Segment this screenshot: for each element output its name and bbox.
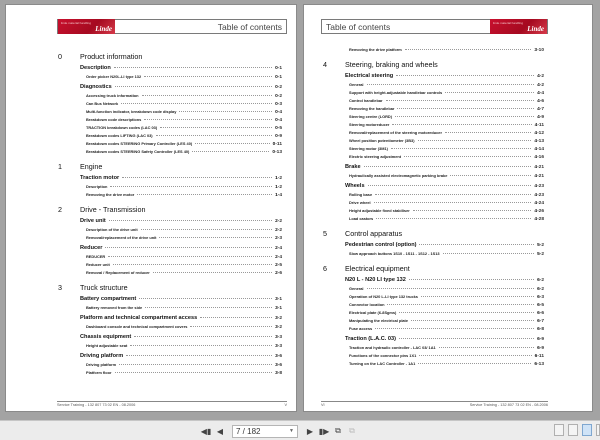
footer-right: V	[284, 403, 287, 407]
toc-subsection[interactable]: Removal / Replacement of reducer 2-6	[86, 270, 282, 276]
page-ref: 4-7	[537, 107, 544, 112]
toc-subsection[interactable]: Description of the drive unit 2-2	[86, 227, 282, 233]
page-ref: 2-2	[275, 219, 282, 224]
page-ref: 4-16	[534, 155, 544, 160]
page-ref: 6-2	[537, 278, 544, 283]
toc-section[interactable]: Wheels 4-23	[345, 183, 544, 189]
page-ref: 0-2	[275, 85, 282, 90]
toc-subsection[interactable]: Description 1-2	[86, 184, 282, 190]
toc-subsection[interactable]: Steering centre (LORD) 4-9	[349, 114, 544, 120]
toc-subsection[interactable]: Breakdown codes STEERING Safety Controller (LES 40) 0-13	[86, 149, 282, 155]
page-ref: 0-4	[275, 118, 282, 123]
page-ref: 6-13	[534, 362, 544, 367]
page-ref: 4-9	[537, 115, 544, 120]
copy-icon[interactable]: ⧉	[335, 426, 341, 435]
header-title: Table of contents	[326, 21, 391, 32]
toc-subsection[interactable]: Multi-function indicator, breakdown code display 0-4	[86, 109, 282, 115]
page-ref: 0-9	[275, 134, 282, 139]
page-ref: 6-9	[537, 346, 544, 351]
toc-subsection[interactable]: Can Bus Network 0-3	[86, 101, 282, 107]
toc-subsection[interactable]: Removing the handlebar 4-7	[349, 106, 544, 112]
toc-subsection[interactable]: REDUCER 2-4	[86, 254, 282, 260]
page-ref: 6-11	[534, 354, 544, 359]
page-ref: 2-2	[275, 228, 282, 233]
toc-subsection[interactable]: Breakdown codes LIFTING (LAC 03) 0-9	[86, 133, 282, 139]
page-ref: 0-11	[272, 142, 282, 147]
toc-section[interactable]: Pedestrian control (option) 5-2	[345, 242, 544, 248]
page-navigation	[200, 424, 358, 438]
table-of-contents	[304, 47, 592, 369]
toc-subsection[interactable]: Fuse access 6-8	[349, 326, 544, 332]
page-header	[57, 19, 287, 34]
toc-subsection[interactable]: Battery removed from the side 3-1	[86, 305, 282, 311]
toc-subsection[interactable]: Turning on the LAC Controller - 1A1 6-13	[349, 361, 544, 367]
page-ref: 3-1	[275, 306, 282, 311]
toc-section[interactable]: N20 L - N20 LI type 132 6-2	[345, 277, 544, 283]
toc-section[interactable]: Battery compartment 3-1	[80, 296, 282, 302]
page-ref: 0-3	[275, 102, 282, 107]
page-ref: 0-1	[275, 66, 282, 71]
page-ref: 3-6	[275, 363, 282, 368]
page-ref: 5-2	[537, 243, 544, 248]
linde-logo: linde material handling Linde	[490, 19, 547, 34]
page-ref: 3-2	[275, 325, 282, 330]
footer-right: Service Training - 132 807 73 02 EN - 08.2006	[469, 403, 548, 407]
page-ref: 4-21	[534, 165, 544, 170]
page-number-input[interactable]: 7 / 182 ▼	[232, 425, 298, 438]
page-ref: 6-9	[537, 337, 544, 342]
toc-subsection[interactable]: General 4-2	[349, 82, 544, 88]
toc-subsection[interactable]: Breakdown code descriptions 0-4	[86, 117, 282, 123]
toc-chapter[interactable]: 5 Control apparatus	[323, 229, 403, 238]
page-ref: 3-10	[534, 48, 544, 53]
two-page-view-icon[interactable]	[582, 424, 592, 436]
toc-chapter[interactable]: 3 Truck structure	[58, 283, 128, 292]
page-ref: 4-12	[534, 131, 544, 136]
page-ref: 5-2	[537, 252, 544, 257]
toc-subsection[interactable]: Removal/replacement of the drive unit 2-3	[86, 235, 282, 241]
toc-section[interactable]: Brake 4-21	[345, 164, 544, 170]
table-of-contents	[6, 47, 296, 378]
page-ref: 0-13	[272, 150, 282, 155]
toc-subsection[interactable]: Manipulating the electrical plate 6-7	[349, 318, 544, 324]
toc-chapter[interactable]: 4 Steering, braking and wheels	[323, 60, 438, 69]
paste-icon[interactable]: ⧉	[349, 426, 355, 435]
page-ref: 4-11	[534, 123, 544, 128]
page-ref: 3-8	[275, 371, 282, 376]
page-ref: 3-3	[275, 335, 282, 340]
two-page-continuous-view-icon[interactable]	[596, 424, 600, 436]
page-ref: 4-6	[537, 99, 544, 104]
page-ref: 1-4	[275, 193, 282, 198]
toc-section[interactable]: Chassis equipment 3-3	[80, 334, 282, 340]
page-ref: 2-6	[275, 271, 282, 276]
page-ref: 4-26	[534, 209, 544, 214]
toc-subsection[interactable]: Slow approach buttons 1S10 - 1S11 - 1S12 - 1S13 5-2	[349, 251, 544, 257]
page-ref: 3-3	[275, 344, 282, 349]
page-ref: 4-28	[534, 217, 544, 222]
page-ref: 0-2	[275, 94, 282, 99]
page-ref: 4-2	[537, 83, 544, 88]
footer-left: Service Training - 132 807 73 02 EN - 08.2006	[57, 403, 136, 407]
previous-page-icon[interactable]: ◀	[216, 426, 224, 436]
toc-subsection[interactable]: Height adjustable fixed stabiliser 4-26	[349, 208, 544, 214]
toc-subsection[interactable]: Control handlebar 4-6	[349, 98, 544, 104]
view-mode-buttons	[554, 424, 600, 436]
toc-subsection[interactable]: Accessing truck information 0-2	[86, 93, 282, 99]
toc-subsection[interactable]: TRACTION breakdown codes (LAC 03) 0-5	[86, 125, 282, 131]
page-ref: 4-24	[534, 201, 544, 206]
page-ref: 4-23	[534, 193, 544, 198]
toc-subsection[interactable]: Hydraulically assisted electromagnetic parking brake 4-21	[349, 173, 544, 179]
toc-section[interactable]: Traction motor 1-2	[80, 175, 282, 181]
page-ref: 6-6	[537, 311, 544, 316]
toc-subsection[interactable]: Order picker N20L-LI type 132 0-1	[86, 74, 282, 80]
toc-chapter[interactable]: 2 Drive - Transmission	[58, 205, 146, 214]
page-footer	[57, 401, 287, 409]
toc-section[interactable]: Description 0-1	[80, 65, 282, 71]
page-footer	[321, 401, 548, 409]
page-ref: 1-2	[275, 185, 282, 190]
toc-section[interactable]: Traction (L.A.C. 03) 6-9	[345, 336, 544, 342]
first-page-icon[interactable]: ◀▮	[200, 426, 212, 436]
page-ref: 2-4	[275, 255, 282, 260]
navigation-toolbar	[0, 420, 600, 440]
toc-subsection[interactable]: Traction and hydraulic controller - LAC 03/ 1A1 6-9	[349, 345, 544, 351]
toc-subsection[interactable]: Dashboard console and technical compartment covers 3-2	[86, 324, 282, 330]
toc-subsection[interactable]: Functions of the connector pins 1X1 6-11	[349, 353, 544, 359]
toc-section[interactable]: Platform and technical compartment access 3-2	[80, 315, 282, 321]
toc-subsection[interactable]: Operation of N20 L-LI type 132 trucks 6-3	[349, 294, 544, 300]
page-ref: 3-2	[275, 316, 282, 321]
toc-subsection[interactable]: Wheel position potentiometer (3B3) 4-13	[349, 138, 544, 144]
next-page-icon[interactable]: ▶	[306, 426, 314, 436]
page-ref: 6-8	[537, 327, 544, 332]
single-page-view-icon[interactable]	[554, 424, 564, 436]
toc-chapter[interactable]: 0 Product information	[58, 52, 143, 61]
page-ref: 6-3	[537, 295, 544, 300]
toc-section[interactable]: Drive unit 2-2	[80, 218, 282, 224]
continuous-view-icon[interactable]	[568, 424, 578, 436]
toc-subsection[interactable]: Steering motor (3M1) 4-14	[349, 146, 544, 152]
header-title: Table of contents	[217, 21, 282, 32]
page-ref: 0-5	[275, 126, 282, 131]
toc-chapter[interactable]: 1 Engine	[58, 162, 103, 171]
toc-subsection[interactable]: Driving platform 3-6	[86, 362, 282, 368]
page-ref: 4-4	[537, 91, 544, 96]
page-ref: 6-2	[537, 287, 544, 292]
page-left	[5, 4, 297, 412]
page-ref: 4-13	[534, 139, 544, 144]
page-ref: 0-1	[275, 75, 282, 80]
toc-subsection[interactable]: Reducer unit 2-5	[86, 262, 282, 268]
page-ref: 0-4	[275, 110, 282, 115]
toc-subsection[interactable]: Steering motoreducer 4-11	[349, 122, 544, 128]
page-right	[303, 4, 593, 412]
toc-section[interactable]: Reducer 2-4	[80, 245, 282, 251]
page-ref: 1-2	[275, 176, 282, 181]
toc-subsection[interactable]: Breakdown codes STEERING Primary Controller (LES 40) 0-11	[86, 141, 282, 147]
page-ref: 4-23	[534, 184, 544, 189]
toc-section[interactable]: Driving platform 3-6	[80, 353, 282, 359]
toc-subsection[interactable]: Removal/replacement of the steering motoreducer 4-12	[349, 130, 544, 136]
page-ref: 2-3	[275, 236, 282, 241]
toc-subsection[interactable]: Electrical plate (6-8Sgms) 6-6	[349, 310, 544, 316]
last-page-icon[interactable]: ▮▶	[318, 426, 330, 436]
page-ref: 6-7	[537, 319, 544, 324]
linde-logo: linde material handling Linde	[58, 19, 115, 34]
page-ref: 6-5	[537, 303, 544, 308]
page-ref: 3-6	[275, 354, 282, 359]
chevron-down-icon[interactable]: ▼	[289, 428, 294, 434]
toc-subsection[interactable]: Drive wheel 4-24	[349, 200, 544, 206]
toc-subsection[interactable]: Rolling base 4-23	[349, 192, 544, 198]
page-ref: 4-14	[534, 147, 544, 152]
toc-section[interactable]: Diagnostics 0-2	[80, 84, 282, 90]
toc-subsection[interactable]: Support with height-adjustable handlebar controls 4-4	[349, 90, 544, 96]
page-ref: 2-5	[275, 263, 282, 268]
toc-subsection[interactable]: Height adjustable seat 3-3	[86, 343, 282, 349]
toc-subsection[interactable]: Removing the drive motor 1-4	[86, 192, 282, 198]
toc-subsection[interactable]: Electric steering adjustment 4-16	[349, 154, 544, 160]
page-ref: 2-4	[275, 246, 282, 251]
page-ref: 4-21	[534, 174, 544, 179]
toc-subsection[interactable]: Platform floor 3-8	[86, 370, 282, 376]
page-ref: 4-2	[537, 74, 544, 79]
toc-subsection[interactable]: Removing the drive platform 3-10	[349, 47, 544, 53]
footer-left: VI	[321, 403, 325, 407]
toc-chapter[interactable]: 6 Electrical equipment	[323, 264, 410, 273]
toc-subsection[interactable]: Load castors 4-28	[349, 216, 544, 222]
page-header	[321, 19, 548, 34]
toc-section[interactable]: Electrical steering 4-2	[345, 73, 544, 79]
toc-subsection[interactable]: General 6-2	[349, 286, 544, 292]
toc-subsection[interactable]: Connector location 6-5	[349, 302, 544, 308]
page-ref: 3-1	[275, 297, 282, 302]
